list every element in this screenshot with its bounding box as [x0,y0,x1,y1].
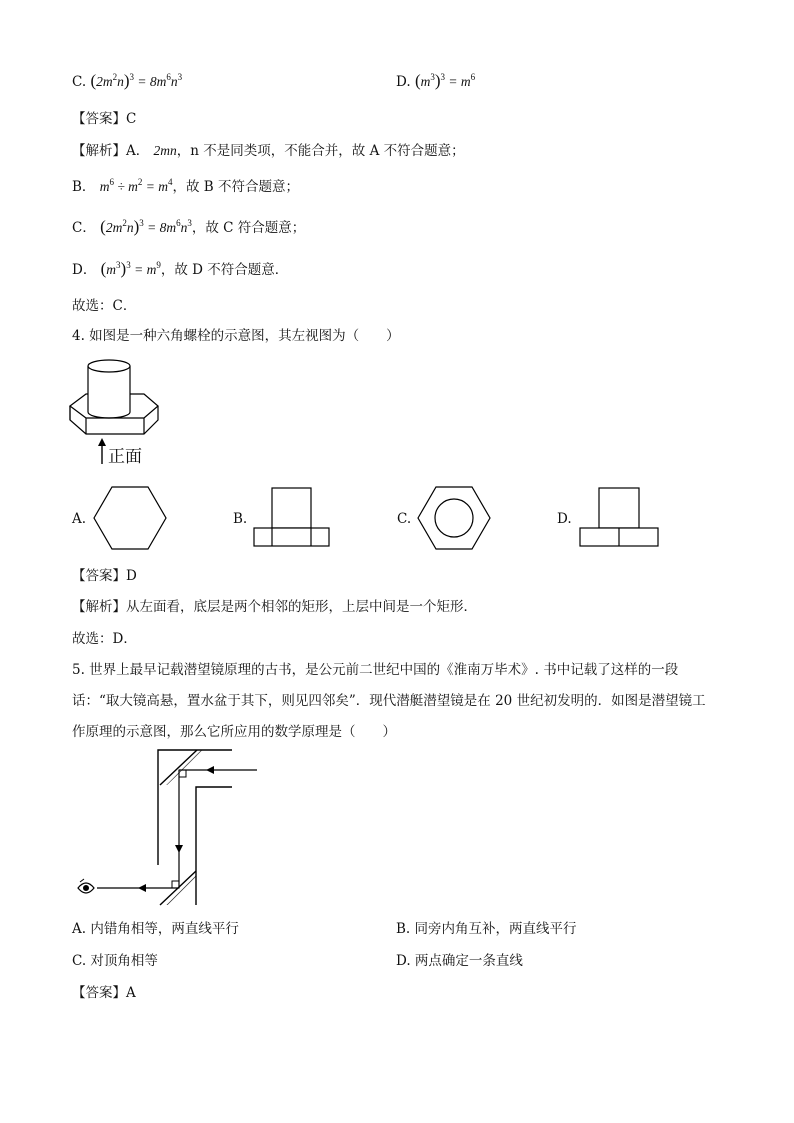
analysis-c-expression: $(2m^2n)^3 = 8m^6n^3$ [100,217,192,236]
q3-option-c [72,72,182,92]
periscope-diagram [72,745,272,910]
option-a-hexagon [90,484,170,552]
option-letter: D. [396,74,411,90]
option-c-expression: $(2m^2n)^3 = 8m^6n^3$ [90,71,183,90]
q5-answer: 【答案】A [72,985,136,1001]
analysis-label: 【解析】 [72,143,126,159]
q5-option-b: B. 同旁内角互补，两直线平行 [396,921,577,937]
option-d-expression: $(m^3)^3 = m^6$ [414,71,476,90]
q4-option-b-letter: B. [233,511,248,527]
analysis-letter: C． [72,220,96,236]
analysis-a-text: ，n 不是同类项，不能合并，故 A 不符合题意； [176,143,465,159]
analysis-a-expression: 2mn [153,143,177,158]
q4-option-c-letter: C. [397,511,412,527]
q5-option-d: D. 两点确定一条直线 [396,953,523,969]
q3-analysis-c [72,218,305,238]
q5-stem-line1: 5. 世界上最早记载潜望镜原理的古书，是公元前二世纪中国的《淮南万毕术》. 书中记载了这样的一段 [72,662,679,678]
front-label: 正面 [108,447,142,467]
analysis-d-expression: $(m^3)^3 = m^9$ [100,259,161,278]
q5-stem-line2: 话：“取大镜高悬，置水盆于其下，则见四邻矣”．现代潜艇潜望镜是在 20 世纪初发明的．如图是潜望镜工 [72,693,706,709]
option-letter: C. [72,74,87,90]
q3-analysis-a [72,142,465,160]
q4-option-d-letter: D. [557,511,572,527]
q5-option-a: A. 内错角相等，两直线平行 [72,921,239,937]
analysis-d-text: ，故 D 不符合题意． [160,262,289,278]
analysis-letter: A． [126,143,150,159]
q4-option-a-letter: A. [72,511,87,527]
q5-stem-line3: 作原理的示意图，那么它所应用的数学原理是（ ） [72,724,396,740]
analysis-b-expression: $m^6 \div m^2 = m^4$ [99,177,173,194]
q4-analysis: 【解析】从左面看，底层是两个相邻的矩形，上层中间是一个矩形． [72,599,477,615]
q4-answer: 【答案】D [72,568,137,584]
q5-option-c: C. 对顶角相等 [72,953,158,969]
option-c-hexagon-circle [414,484,494,552]
q4-choice: 故选：D． [72,631,137,647]
analysis-c-text: ，故 C 符合题意； [191,220,306,236]
q3-option-d [396,72,475,92]
q3-choice: 故选：C． [72,298,137,314]
analysis-b-text: ，故 B 不符合题意； [172,179,300,195]
option-b-view [252,486,332,550]
option-d-view [578,486,662,550]
q3-analysis-d [72,260,288,280]
q4-stem: 4. 如图是一种六角螺栓的示意图，其左视图为（ ） [72,328,400,344]
analysis-letter: B． [72,179,96,195]
analysis-letter: D． [72,262,97,278]
q3-analysis-b [72,178,299,197]
q3-answer: 【答案】C [72,111,137,127]
